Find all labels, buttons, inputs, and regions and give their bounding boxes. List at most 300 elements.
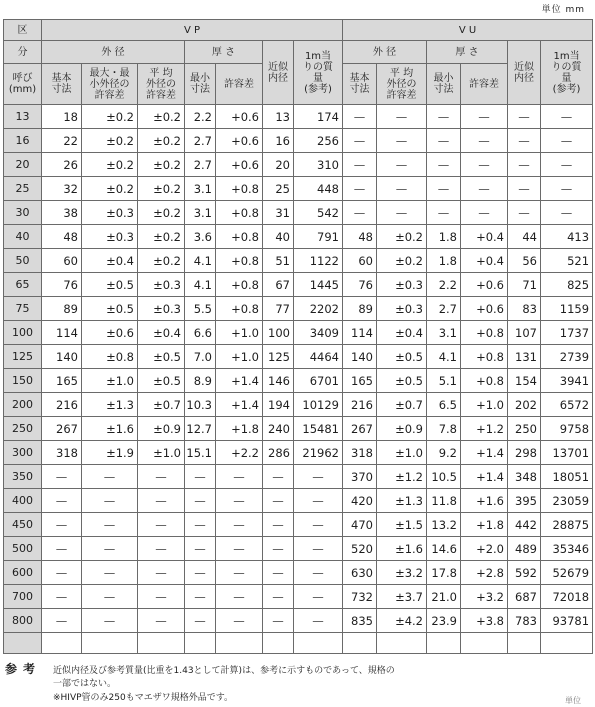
vu-cell: 4.1 <box>427 345 461 369</box>
vp-cell: 60 <box>42 249 82 273</box>
vu-cell: +1.4 <box>461 465 508 489</box>
vp-cell: 6.6 <box>185 321 216 345</box>
vp-cell: — <box>294 561 343 585</box>
vp-cell: — <box>216 585 263 609</box>
row-size: 200 <box>4 393 42 417</box>
vu-cell: 71 <box>508 273 541 297</box>
table-row <box>4 537 593 561</box>
vp-cell: ±0.2 <box>138 105 185 129</box>
vp-cell: ±0.8 <box>82 345 138 369</box>
vp-cell: — <box>42 537 82 561</box>
vu-cell: ±0.5 <box>377 345 427 369</box>
vp-cell: 240 <box>263 417 294 441</box>
vp-cell: 67 <box>263 273 294 297</box>
vp-cell: ±0.6 <box>82 321 138 345</box>
vp-cell: 3.6 <box>185 225 216 249</box>
vu-cell: 56 <box>508 249 541 273</box>
vp-cell: — <box>263 537 294 561</box>
header-vu-gaikei: 外 径 <box>343 41 427 64</box>
vu-cell: 592 <box>508 561 541 585</box>
vp-cell: — <box>263 465 294 489</box>
vp-cell: 1122 <box>294 249 343 273</box>
vp-cell: 216 <box>42 393 82 417</box>
vu-cell: — <box>343 129 377 153</box>
vp-cell: 8.9 <box>185 369 216 393</box>
header-vp-atsusa: 厚 さ <box>185 41 263 64</box>
vu-cell: — <box>541 177 593 201</box>
vp-cell: — <box>185 489 216 513</box>
vu-cell: 1737 <box>541 321 593 345</box>
empty-cell <box>263 633 294 654</box>
vp-cell: — <box>42 561 82 585</box>
vp-cell: 791 <box>294 225 343 249</box>
vu-cell: 114 <box>343 321 377 345</box>
vp-cell: 1445 <box>294 273 343 297</box>
vp-cell: 448 <box>294 177 343 201</box>
vu-cell: 131 <box>508 345 541 369</box>
header-vu-kihon: 基本 寸法 <box>343 64 377 105</box>
header-vp-kinji: 近似 内径 <box>263 41 294 105</box>
pipe-spec-table <box>3 19 593 654</box>
vp-cell: ±0.3 <box>138 297 185 321</box>
empty-cell <box>185 633 216 654</box>
vp-cell: ±1.6 <box>82 417 138 441</box>
vp-cell: — <box>185 561 216 585</box>
vu-cell: 420 <box>343 489 377 513</box>
row-size: 16 <box>4 129 42 153</box>
vu-cell: — <box>461 105 508 129</box>
header-bun: 分 <box>4 41 42 64</box>
table-row <box>4 513 593 537</box>
vp-cell: — <box>138 561 185 585</box>
vu-cell: 630 <box>343 561 377 585</box>
vp-cell: +0.8 <box>216 273 263 297</box>
vp-cell: — <box>42 609 82 633</box>
row-size: 350 <box>4 465 42 489</box>
vp-cell: 7.0 <box>185 345 216 369</box>
vp-cell: — <box>138 465 185 489</box>
vp-cell: ±0.2 <box>82 129 138 153</box>
vp-cell: 31 <box>263 201 294 225</box>
empty-cell <box>4 633 42 654</box>
vu-cell: ±0.9 <box>377 417 427 441</box>
vu-cell: 76 <box>343 273 377 297</box>
vu-cell: — <box>427 105 461 129</box>
table-row <box>4 561 593 585</box>
empty-cell <box>294 633 343 654</box>
vu-cell: 72018 <box>541 585 593 609</box>
vp-cell: 89 <box>42 297 82 321</box>
vu-cell: — <box>427 177 461 201</box>
vp-cell: 2.7 <box>185 129 216 153</box>
notes-line-1: 近似内径及び参考質量(比重を1.43として計算)は、参考に示すものであって、規格の <box>53 666 395 676</box>
vp-cell: +0.8 <box>216 297 263 321</box>
row-size: 700 <box>4 585 42 609</box>
vu-cell: — <box>541 153 593 177</box>
vp-cell: 12.7 <box>185 417 216 441</box>
vp-cell: — <box>42 585 82 609</box>
vu-cell: +1.2 <box>461 417 508 441</box>
vp-cell: 256 <box>294 129 343 153</box>
vp-cell: 15481 <box>294 417 343 441</box>
vp-cell: — <box>138 489 185 513</box>
vp-cell: ±0.7 <box>138 393 185 417</box>
vp-cell: — <box>263 561 294 585</box>
vp-cell: ±0.2 <box>138 177 185 201</box>
vu-cell: ±1.0 <box>377 441 427 465</box>
vu-cell: ±0.4 <box>377 321 427 345</box>
vp-cell: ±0.2 <box>138 225 185 249</box>
table-row <box>4 369 593 393</box>
vu-cell: 11.8 <box>427 489 461 513</box>
vu-cell: 687 <box>508 585 541 609</box>
header-vu-saisho: 最小 寸法 <box>427 64 461 105</box>
vp-cell: 21962 <box>294 441 343 465</box>
vp-cell: — <box>42 513 82 537</box>
vu-cell: 21.0 <box>427 585 461 609</box>
vp-cell: ±0.5 <box>82 297 138 321</box>
vu-cell: 216 <box>343 393 377 417</box>
row-size: 600 <box>4 561 42 585</box>
vp-cell: — <box>294 465 343 489</box>
vp-cell: 4.1 <box>185 273 216 297</box>
vu-cell: 60 <box>343 249 377 273</box>
vp-cell: — <box>82 489 138 513</box>
vp-cell: 2202 <box>294 297 343 321</box>
vp-cell: +1.8 <box>216 417 263 441</box>
vp-cell: — <box>185 465 216 489</box>
vu-cell: 10.5 <box>427 465 461 489</box>
vu-cell: ±0.5 <box>377 369 427 393</box>
header-vp-gaikei: 外 径 <box>42 41 185 64</box>
vp-cell: +1.4 <box>216 393 263 417</box>
vp-cell: 2.7 <box>185 153 216 177</box>
vp-cell: ±0.4 <box>138 321 185 345</box>
header-vu-kinji: 近似 内径 <box>508 41 541 105</box>
row-size: 100 <box>4 321 42 345</box>
row-size: 400 <box>4 489 42 513</box>
vu-cell: +0.6 <box>461 273 508 297</box>
vp-cell: 26 <box>42 153 82 177</box>
vu-cell: 23.9 <box>427 609 461 633</box>
vp-cell: 542 <box>294 201 343 225</box>
vu-cell: — <box>377 201 427 225</box>
vp-cell: — <box>82 465 138 489</box>
vu-cell: 18051 <box>541 465 593 489</box>
vu-cell: ±4.2 <box>377 609 427 633</box>
vp-cell: 18 <box>42 105 82 129</box>
vp-cell: — <box>263 585 294 609</box>
vp-cell: — <box>82 513 138 537</box>
vu-cell: +0.8 <box>461 345 508 369</box>
vu-cell: +0.4 <box>461 249 508 273</box>
vu-cell: 6572 <box>541 393 593 417</box>
vu-cell: 6.5 <box>427 393 461 417</box>
row-size: 125 <box>4 345 42 369</box>
vp-cell: — <box>294 609 343 633</box>
vu-cell: +0.8 <box>461 369 508 393</box>
vp-cell: 48 <box>42 225 82 249</box>
vu-cell: 370 <box>343 465 377 489</box>
vp-cell: 25 <box>263 177 294 201</box>
vp-cell: ±0.2 <box>138 249 185 273</box>
empty-cell <box>461 633 508 654</box>
vp-cell: +0.6 <box>216 153 263 177</box>
vp-cell: — <box>263 513 294 537</box>
vu-cell: ±3.7 <box>377 585 427 609</box>
vp-cell: ±0.5 <box>138 345 185 369</box>
vu-cell: — <box>427 153 461 177</box>
vp-cell: 16 <box>263 129 294 153</box>
vu-cell: 348 <box>508 465 541 489</box>
vp-cell: 4464 <box>294 345 343 369</box>
vp-cell: — <box>185 513 216 537</box>
vp-cell: 22 <box>42 129 82 153</box>
header-yobi: 呼び (mm) <box>4 64 42 105</box>
vp-cell: — <box>82 585 138 609</box>
vp-cell: 114 <box>42 321 82 345</box>
vp-cell: 267 <box>42 417 82 441</box>
vu-cell: ±1.3 <box>377 489 427 513</box>
vu-cell: ±0.3 <box>377 273 427 297</box>
vp-cell: ±0.4 <box>82 249 138 273</box>
vp-cell: 15.1 <box>185 441 216 465</box>
vp-cell: ±0.2 <box>138 201 185 225</box>
vp-cell: ±0.5 <box>138 369 185 393</box>
vp-cell: — <box>216 465 263 489</box>
vp-cell: 3409 <box>294 321 343 345</box>
table-row <box>4 345 593 369</box>
vu-cell: — <box>541 105 593 129</box>
empty-cell <box>541 633 593 654</box>
vu-cell: 520 <box>343 537 377 561</box>
vu-cell: 35346 <box>541 537 593 561</box>
table-row <box>4 609 593 633</box>
vu-cell: — <box>508 201 541 225</box>
table-row-empty <box>4 633 593 654</box>
vp-cell: — <box>216 513 263 537</box>
vu-cell: 154 <box>508 369 541 393</box>
vp-cell: ±0.3 <box>82 225 138 249</box>
empty-cell <box>216 633 263 654</box>
header-vu-atsusa: 厚 さ <box>427 41 508 64</box>
vu-cell: 107 <box>508 321 541 345</box>
table-row <box>4 297 593 321</box>
vp-cell: ±1.0 <box>138 441 185 465</box>
notes-line-2: 一部ではない。 <box>53 679 117 689</box>
vu-cell: 521 <box>541 249 593 273</box>
corner-stamp: 単位 <box>565 696 581 705</box>
vu-cell: 93781 <box>541 609 593 633</box>
vp-cell: — <box>82 537 138 561</box>
vp-cell: 10129 <box>294 393 343 417</box>
table-row <box>4 153 593 177</box>
vu-cell: +1.8 <box>461 513 508 537</box>
header-vp: V P <box>42 20 343 41</box>
vu-cell: — <box>461 177 508 201</box>
table-row <box>4 417 593 441</box>
vu-cell: 1.8 <box>427 225 461 249</box>
vu-cell: 413 <box>541 225 593 249</box>
table-row <box>4 393 593 417</box>
table-body <box>4 105 593 654</box>
vu-cell: ±3.2 <box>377 561 427 585</box>
row-size: 30 <box>4 201 42 225</box>
row-size: 13 <box>4 105 42 129</box>
vp-cell: — <box>185 585 216 609</box>
table-row <box>4 489 593 513</box>
vu-cell: 732 <box>343 585 377 609</box>
vp-cell: ±1.0 <box>82 369 138 393</box>
vp-cell: +1.4 <box>216 369 263 393</box>
vu-cell: +1.4 <box>461 441 508 465</box>
vp-cell: 286 <box>263 441 294 465</box>
row-size: 800 <box>4 609 42 633</box>
vp-cell: — <box>294 489 343 513</box>
vp-cell: — <box>82 609 138 633</box>
row-size: 50 <box>4 249 42 273</box>
vu-cell: 13701 <box>541 441 593 465</box>
vu-cell: +3.8 <box>461 609 508 633</box>
vp-cell: — <box>42 465 82 489</box>
empty-cell <box>377 633 427 654</box>
unit-label: 単位 mm <box>541 5 585 15</box>
vp-cell: ±0.2 <box>82 177 138 201</box>
vp-cell: — <box>294 537 343 561</box>
vu-cell: +0.6 <box>461 297 508 321</box>
vu-cell: — <box>343 201 377 225</box>
vp-cell: 10.3 <box>185 393 216 417</box>
vp-cell: 13 <box>263 105 294 129</box>
table-row <box>4 225 593 249</box>
vu-cell: — <box>508 153 541 177</box>
vp-cell: — <box>216 537 263 561</box>
header-vp-saisho: 最小 寸法 <box>185 64 216 105</box>
table-row <box>4 105 593 129</box>
vu-cell: 298 <box>508 441 541 465</box>
row-size: 25 <box>4 177 42 201</box>
vp-cell: — <box>138 513 185 537</box>
table-row <box>4 321 593 345</box>
vu-cell: 52679 <box>541 561 593 585</box>
vu-cell: ±1.6 <box>377 537 427 561</box>
vu-cell: — <box>343 177 377 201</box>
vp-cell: 5.5 <box>185 297 216 321</box>
row-size: 450 <box>4 513 42 537</box>
vu-cell: 17.8 <box>427 561 461 585</box>
row-size: 500 <box>4 537 42 561</box>
table-row <box>4 201 593 225</box>
header-kubun: 区 <box>4 20 42 41</box>
vp-cell: — <box>185 609 216 633</box>
vu-cell: 318 <box>343 441 377 465</box>
vu-cell: 89 <box>343 297 377 321</box>
row-size: 40 <box>4 225 42 249</box>
vu-cell: 1159 <box>541 297 593 321</box>
header-vp-saidai: 最大・最 小外径の 許容差 <box>82 64 138 105</box>
row-size: 65 <box>4 273 42 297</box>
vu-cell: 442 <box>508 513 541 537</box>
vp-cell: — <box>138 537 185 561</box>
vu-cell: 470 <box>343 513 377 537</box>
vp-cell: — <box>138 609 185 633</box>
vu-cell: — <box>541 201 593 225</box>
vp-cell: +2.2 <box>216 441 263 465</box>
table-row <box>4 129 593 153</box>
vp-cell: 140 <box>42 345 82 369</box>
vu-cell: +1.0 <box>461 393 508 417</box>
table-row <box>4 441 593 465</box>
table-row <box>4 465 593 489</box>
vu-cell: — <box>461 201 508 225</box>
header-vu-heikin: 平 均 外径の 許容差 <box>377 64 427 105</box>
vp-cell: ±1.9 <box>82 441 138 465</box>
vu-cell: 9.2 <box>427 441 461 465</box>
vp-cell: 174 <box>294 105 343 129</box>
row-size: 20 <box>4 153 42 177</box>
vp-cell: ±0.2 <box>138 153 185 177</box>
vp-cell: ±0.3 <box>138 273 185 297</box>
vu-cell: 140 <box>343 345 377 369</box>
vu-cell: 44 <box>508 225 541 249</box>
vp-cell: +0.6 <box>216 129 263 153</box>
vu-cell: — <box>508 105 541 129</box>
vu-cell: — <box>343 105 377 129</box>
vp-cell: — <box>82 561 138 585</box>
vp-cell: 2.2 <box>185 105 216 129</box>
vu-cell: 23059 <box>541 489 593 513</box>
vu-cell: 202 <box>508 393 541 417</box>
vu-cell: ±0.3 <box>377 297 427 321</box>
notes-line-3: ※HIVP管のみ250もマエザワ規格外品です。 <box>53 693 234 703</box>
vp-cell: — <box>294 513 343 537</box>
vp-cell: ±0.2 <box>82 105 138 129</box>
vu-cell: +3.2 <box>461 585 508 609</box>
vp-cell: 318 <box>42 441 82 465</box>
vp-cell: ±0.2 <box>138 129 185 153</box>
vu-cell: — <box>508 177 541 201</box>
vu-cell: ±0.7 <box>377 393 427 417</box>
vp-cell: 6701 <box>294 369 343 393</box>
vp-cell: — <box>42 489 82 513</box>
vp-cell: 146 <box>263 369 294 393</box>
vp-cell: — <box>138 585 185 609</box>
header-vp-kyoyo: 許容差 <box>216 64 263 105</box>
vu-cell: +2.0 <box>461 537 508 561</box>
vu-cell: — <box>427 201 461 225</box>
vu-cell: 3941 <box>541 369 593 393</box>
vu-cell: ±1.5 <box>377 513 427 537</box>
vu-cell: — <box>427 129 461 153</box>
vp-cell: 125 <box>263 345 294 369</box>
header-vp-shitsuryo: 1m当 りの質 量 (参考) <box>294 41 343 105</box>
vp-cell: ±0.5 <box>82 273 138 297</box>
vu-cell: — <box>377 153 427 177</box>
vp-cell: 310 <box>294 153 343 177</box>
vu-cell: — <box>377 129 427 153</box>
vu-cell: ±0.2 <box>377 249 427 273</box>
vp-cell: — <box>216 561 263 585</box>
vu-cell: 250 <box>508 417 541 441</box>
vp-cell: ±0.2 <box>82 153 138 177</box>
vp-cell: — <box>263 489 294 513</box>
vu-cell: 3.1 <box>427 321 461 345</box>
vu-cell: 2.2 <box>427 273 461 297</box>
empty-cell <box>42 633 82 654</box>
vu-cell: 2739 <box>541 345 593 369</box>
vp-cell: 3.1 <box>185 177 216 201</box>
vu-cell: 9758 <box>541 417 593 441</box>
